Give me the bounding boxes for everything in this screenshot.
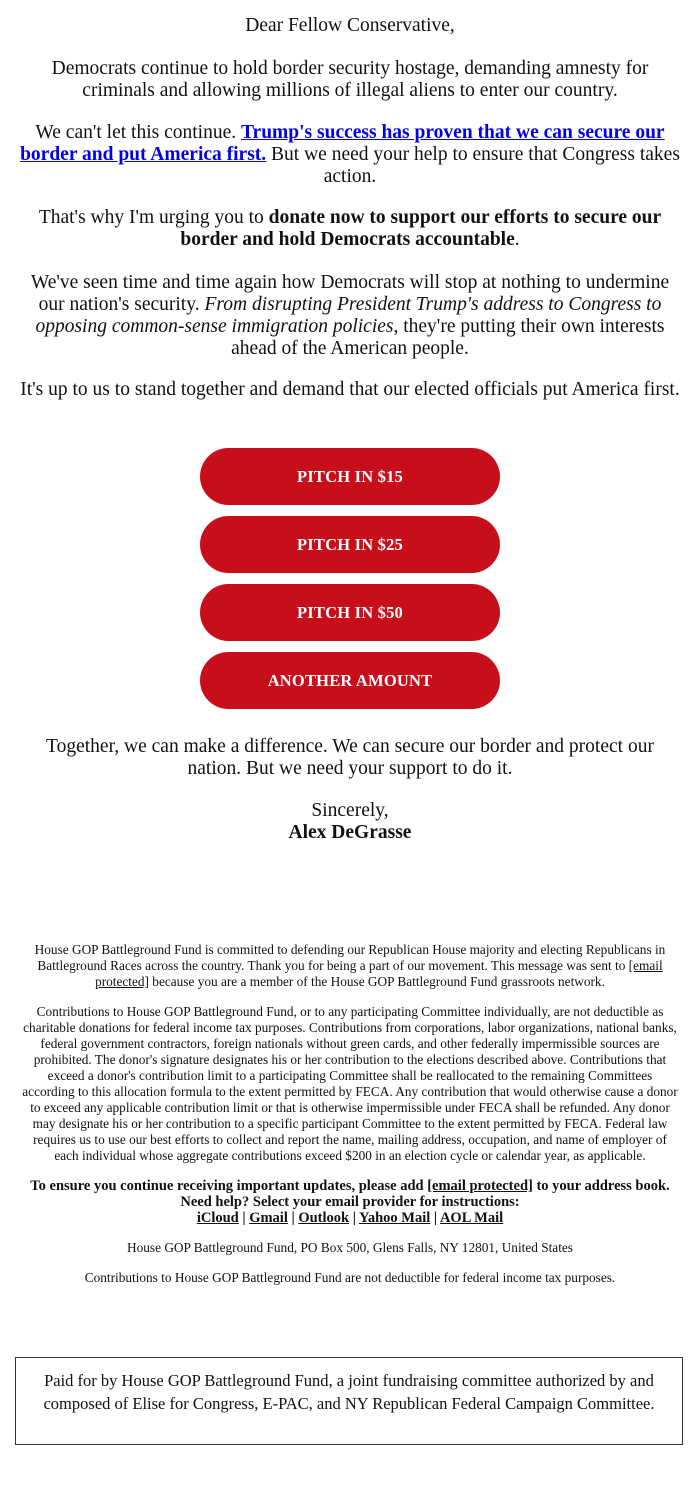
paid-for-disclaimer-box — [15, 1357, 683, 1445]
address-book-email-link[interactable]: [email protected] — [427, 1178, 533, 1194]
provider-aol-link[interactable]: AOL Mail — [439, 1210, 504, 1226]
provider-icloud-link[interactable]: iCloud — [196, 1210, 239, 1226]
paragraph-6: Together, we can make a difference. We can secure our border and protect our nation. But we need your support to do it. — [46, 736, 654, 779]
paragraph-4 — [20, 272, 680, 360]
provider-separator: | — [349, 1210, 359, 1226]
paragraph-3-text-after: . — [514, 229, 520, 250]
paragraph-4-text-before: We've seen time and time again how Democrats will stop at nothing to undermine our nation's security. — [30, 272, 670, 315]
footer — [0, 942, 700, 1286]
provider-separator: | — [430, 1210, 440, 1226]
provider-gmail-link[interactable]: Gmail — [249, 1210, 288, 1226]
footer-contributions: Contributions to House GOP Battleground Fund, or to any participating Committee individually, are not deductible as charitable donations for federal income tax purposes. Contributions from corporations, labor organizations, national banks, federal government contractors, foreign nationals without green cards, and other federally impermissible sources are prohibited. The donor's signature designates his or her contribution to the elections described above. Contributions that exceed a donor's contribution limit to a participating Committee shall be reallocated to the remaining Committees according to this allocation formula to the extent permitted by FECA. Any contribution that would otherwise cause a donor to exceed any applicable contribution limit or that is otherwise impermissible under FECA shall be refunded. Any donor may designate his or her contribution to a specific participant Committee to the extent permitted by FECA. Federal law requires us to use our best efforts to collect and report the name, mailing address, occupation, and name of employer of each individual whose aggregate contributions exceed $200 in an election cycle or calendar year, as applicable. — [22, 1004, 678, 1163]
paragraph-2-text-after: But we need your help to ensure that Congress takes action. — [266, 144, 680, 187]
provider-yahoo-link[interactable]: Yahoo Mail — [358, 1210, 431, 1226]
pitch-in-15-button[interactable]: PITCH IN $15 — [200, 448, 500, 505]
pitch-in-50-button[interactable]: PITCH IN $50 — [200, 584, 500, 641]
paragraph-3-text-before: That's why I'm urging you to — [38, 207, 269, 228]
provider-separator: | — [238, 1210, 250, 1226]
signature: Alex DeGrasse — [288, 822, 412, 843]
another-amount-button[interactable]: ANOTHER AMOUNT — [200, 652, 500, 709]
footer-email-link[interactable]: [email protected] — [95, 958, 663, 989]
provider-separator: | — [287, 1210, 299, 1226]
footer-mailing-address: House GOP Battleground Fund, PO Box 500, Glens Falls, NY 12801, United States — [127, 1240, 573, 1255]
footer-not-deductible: Contributions to House GOP Battleground Fund are not deductible for federal income tax purposes. — [84, 1270, 616, 1285]
greeting: Dear Fellow Conservative, — [245, 15, 455, 36]
footer-about-after: because you are a member of the House GOP Battleground Fund grassroots network. — [148, 974, 605, 989]
paragraph-4-italic: From disrupting President Trump's address to Congress to opposing common-sense immigration policies — [35, 294, 662, 337]
closing: Sincerely, — [311, 800, 389, 821]
address-book-after: to your address book. Need help? Select your email provider for instructions: — [180, 1178, 670, 1210]
paragraph-2 — [20, 122, 680, 188]
paragraph-5: It's up to us to stand together and demand that our elected officials put America first. — [20, 379, 680, 400]
trump-success-link[interactable]: Trump's success has proven that we can secure our border and put America first. — [20, 122, 665, 165]
address-book-before: To ensure you continue receiving important updates, please add — [30, 1178, 428, 1194]
paragraph-1: Democrats continue to hold border security hostage, demanding amnesty for criminals and allowing millions of illegal aliens to enter our country. — [51, 58, 649, 101]
provider-outlook-link[interactable]: Outlook — [298, 1210, 350, 1226]
paragraph-3 — [20, 207, 680, 251]
footer-address-book — [20, 1178, 680, 1226]
donate-now-emphasis: donate now to support our efforts to secure our border and hold Democrats accountable — [180, 207, 662, 250]
pitch-in-25-button[interactable]: PITCH IN $25 — [200, 516, 500, 573]
footer-about-before: House GOP Battleground Fund is committed to defending our Republican House majority and electing Republicans in Battleground Races across the country. Thank you for being a part of our movement. This message was sent to — [34, 942, 666, 973]
paragraph-4-text-after: , they're putting their own interests ahead of the American people. — [231, 316, 665, 359]
paid-for-text: Paid for by House GOP Battleground Fund, a joint fundraising committee authorized by and composed of Elise for Congress, E-PAC, and NY Republican Federal Campaign Committee. — [43, 1371, 655, 1413]
donation-buttons — [0, 448, 700, 709]
footer-about — [20, 942, 680, 990]
paragraph-2-text-before: We can't let this continue. — [35, 122, 241, 143]
